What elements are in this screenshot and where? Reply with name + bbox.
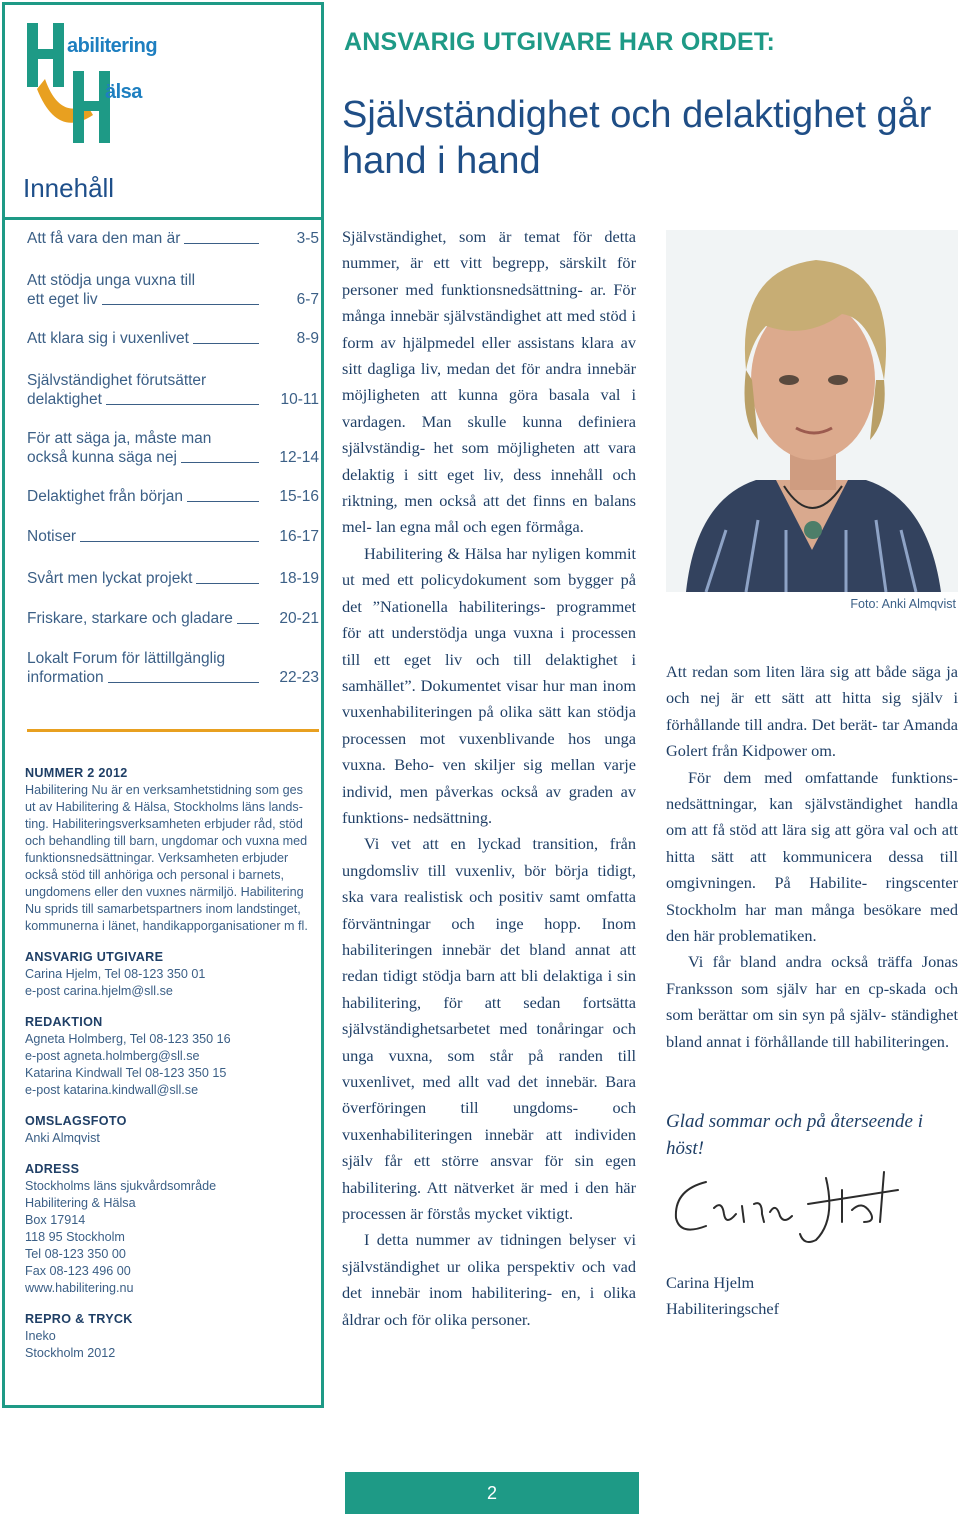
print-details xyxy=(25,1328,321,1362)
publisher-details xyxy=(25,966,321,1000)
toc-entry-title: Svårt men lyckat projekt xyxy=(27,570,193,587)
logo-top-word: abilitering xyxy=(67,35,158,57)
toc-entry-title: Delaktighet från början xyxy=(27,488,183,505)
colophon-line: Box 17914 xyxy=(25,1213,86,1227)
colophon xyxy=(25,765,321,1362)
body-paragraph: För dem med omfattande funktions- nedsättningar, kan självständighet handla om att få stöd att lära sig att göra val och att hitta sätt att kommunicera dessa till omgivningen. På Habilite- ringscenter Stockholm har man många besökare med den här problematiken. xyxy=(666,767,958,946)
toc-entry-page: 6-7 xyxy=(296,291,319,308)
contents-sidebar xyxy=(2,2,324,1408)
toc-entry xyxy=(27,371,319,409)
colophon-line: e-post agneta.holmberg@sll.se xyxy=(25,1049,200,1063)
cover-photo-details xyxy=(25,1130,321,1147)
signer-title: Habiliteringschef xyxy=(666,1299,780,1319)
colophon-line: Stockholm 2012 xyxy=(25,1346,116,1360)
colophon-line: Anki Almqvist xyxy=(25,1131,100,1145)
issue-text xyxy=(25,782,321,935)
toc-entry-title: Att stödja unga vuxna till xyxy=(27,272,196,289)
toc-entry-title: För att säga ja, måste man xyxy=(27,430,212,447)
toc-leader-line xyxy=(237,623,259,624)
toc-entry-title: också kunna säga nej xyxy=(27,449,177,466)
colophon-line: e-post katarina.kindwall@sll.se xyxy=(25,1083,199,1097)
handwritten-signature xyxy=(666,1160,936,1252)
toc-entry-title: Friskare, starkare och gladare xyxy=(27,610,233,627)
colophon-line: ting. Habiliteringsverksamheten erbjuder råd, stöd xyxy=(25,817,303,831)
toc-entry-title: Att få vara den man är xyxy=(27,230,181,247)
toc-entry xyxy=(27,271,319,309)
toc-entry-title: ett eget liv xyxy=(27,291,98,308)
colophon-line: ut av Habilitering & Hälsa, Stockholms läns lands- xyxy=(25,800,303,814)
address-heading: ADRESS xyxy=(25,1162,80,1176)
orange-divider xyxy=(27,729,319,732)
portrait-photo xyxy=(666,230,958,592)
toc-entry-title: Notiser xyxy=(27,528,77,545)
toc-entry-title: Att klara sig i vuxenlivet xyxy=(27,330,189,347)
toc-entry-title: Lokalt Forum för lättillgänglig xyxy=(27,650,226,667)
toc-leader-line xyxy=(181,462,259,463)
body-paragraph: I detta nummer av tidningen belyser vi självständighet ur olika perspektiv och vad det innebär inom habilitering- en, i olika åldrar och för olika personer. xyxy=(342,1230,636,1329)
cover-photo-heading: OMSLAGSFOTO xyxy=(25,1114,127,1128)
portrait-illustration xyxy=(666,230,958,592)
body-paragraph: Habilitering & Hälsa har nyligen kommit ut med ett policydokument som bygger på det ”Nationella habiliterings- programmet för att understödja unga vuxna i processen till ett eget liv och till delaktighet i samhället”. Dokumentet visar hur man inom vuxenhabiliteringen på olika sätt kan stödja processen mot vuxenblivande hos unga vuxna. Beho- ven skiljer sig mellan varje individ, men påverkas också av graden av funktions- nedsättning. xyxy=(342,543,636,827)
publisher-heading: ANSVARIG UTGIVARE xyxy=(25,950,164,964)
article-headline: Självständighet och delaktighet går hand i hand xyxy=(342,94,932,182)
colophon-line: Habilitering Nu är en verksamhetstidning som ges xyxy=(25,783,303,797)
colophon-line: www.habilitering.nu xyxy=(25,1281,134,1295)
signer xyxy=(666,1270,958,1323)
signature-icon xyxy=(666,1160,936,1252)
issue-heading: NUMMER 2 2012 xyxy=(25,766,128,780)
print-heading: REPRO & TRYCK xyxy=(25,1312,133,1326)
closing-greeting: Glad sommar och på återseende i höst! xyxy=(666,1111,923,1159)
toc-entry xyxy=(27,649,319,687)
article-column-2 xyxy=(666,659,958,1055)
toc-leader-line xyxy=(193,343,259,344)
toc-leader-line xyxy=(187,501,259,502)
contents-divider xyxy=(5,217,321,220)
body-paragraph: Vi vet att en lyckad transition, från ungdomsliv till vuxenliv, bör börja tidigt, ska vara realistisk och positiv samt omfatta förväntningar och inge hopp. Inom habiliteringen innebär det bland annat att redan tidigt stödja barn att bli delaktiga i sin habilitering, för att sedan fortsätta självständighetsarbetet med tonåringar och unga vuxna, som står på randen till vuxenlivet, med allt vad det innebär. Bara överföringen till ungdoms- och vuxenhabiliteringen innebär att individen själv får ett större ansvar för sin egen habilitering. Att nätverket är med i den här processen är förstås mycket viktigt. xyxy=(342,834,636,1224)
toc-entry-page: 18-19 xyxy=(279,570,319,587)
colophon-line: och behandling till barn, ungdomar och vuxna med xyxy=(25,834,308,848)
toc-leader-line xyxy=(184,243,259,244)
colophon-line: 118 95 Stockholm xyxy=(25,1230,125,1244)
toc-entry xyxy=(27,569,319,588)
toc-entry-page: 3-5 xyxy=(296,230,319,247)
toc-entry xyxy=(27,429,319,467)
contents-title: Innehåll xyxy=(23,173,115,203)
article-column-1 xyxy=(342,224,636,1333)
toc-entry-page: 12-14 xyxy=(279,449,319,466)
toc-entry-page: 22-23 xyxy=(279,669,319,686)
colophon-line: ungdomens eller den vuxnes närmiljö. Habilitering xyxy=(25,885,304,899)
colophon-line: Carina Hjelm, Tel 08-123 350 01 xyxy=(25,967,206,981)
toc-leader-line xyxy=(196,583,259,584)
colophon-line: Katarina Kindwall Tel 08-123 350 15 xyxy=(25,1066,227,1080)
body-paragraph: Självständighet, som är temat för detta nummer, är ett vitt begrepp, särskilt för personer med funktionsnedsättning- ar. För många innebär självständighet att med stöd i form av hjälpmedel eller assistans klara av sitt dagliga liv, medan det för andra innebär möjligheten att kunna göra basala val i vardagen. Man skulle kunna definiera självständig- het som möjligheten att vara delaktig i sitt eget liv, dess innehåll och riktning, men också att det finns en balans mel- lan egna mål och egen förmåga. xyxy=(342,227,636,537)
toc-entry-page: 15-16 xyxy=(279,488,319,505)
toc-entry-page: 8-9 xyxy=(296,330,319,347)
body-paragraph: Att redan som liten lära sig att både säga ja och nej är ett sätt att hitta sig själv i förhållande till andra. Det berät- tar Amanda Golert från Kidpower om. xyxy=(666,662,958,761)
colophon-line: kommunerna i länet, handikapporganisationer m fl. xyxy=(25,919,308,933)
colophon-line: också stöd till anhöriga och personal i barnets, xyxy=(25,868,285,882)
colophon-line: Agneta Holmberg, Tel 08-123 350 16 xyxy=(25,1032,231,1046)
habilitering-halsa-logo xyxy=(27,19,187,149)
colophon-line: e-post carina.hjelm@sll.se xyxy=(25,984,173,998)
toc-entry-title: delaktighet xyxy=(27,391,102,408)
toc-leader-line xyxy=(106,404,259,405)
toc-entry xyxy=(27,609,319,628)
toc-entry xyxy=(27,527,319,546)
colophon-line: funktionsnedsättningar. Verksamheten erbjuder xyxy=(25,851,289,865)
toc-entry xyxy=(27,229,319,248)
colophon-line: Stockholms läns sjukvårdsområde xyxy=(25,1179,217,1193)
toc-entry-page: 10-11 xyxy=(280,391,319,408)
colophon-line: Ineko xyxy=(25,1329,56,1343)
toc-leader-line xyxy=(108,682,259,683)
toc-entry xyxy=(27,329,319,348)
body-paragraph: Vi får bland andra också träffa Jonas Franksson som själv har en cp-skada och som berättar om sin syn på själv- ständighet bland annat i förhållande till habiliteringen. xyxy=(666,952,958,1051)
signer-name: Carina Hjelm xyxy=(666,1273,755,1292)
colophon-line: Habilitering & Hälsa xyxy=(25,1196,136,1210)
colophon-line: Nu sprids till samarbetspartners inom landstinget, xyxy=(25,902,301,916)
address-details xyxy=(25,1178,321,1297)
logo-bottom-word: älsa xyxy=(105,81,142,103)
toc-leader-line xyxy=(80,541,259,542)
toc-entry-title: Självständighet förutsätter xyxy=(27,372,207,389)
toc-entry-page: 20-21 xyxy=(279,610,319,627)
page-number: 2 xyxy=(345,1472,639,1514)
toc-entry-page: 16-17 xyxy=(279,528,319,545)
photo-credit: Foto: Anki Almqvist xyxy=(850,597,956,611)
toc-entry-title: information xyxy=(27,669,104,686)
toc-leader-line xyxy=(102,304,259,305)
editorial-heading: REDAKTION xyxy=(25,1015,103,1029)
article-kicker: ANSVARIG UTGIVARE HAR ORDET: xyxy=(344,28,776,56)
editorial-details xyxy=(25,1031,321,1099)
colophon-line: Tel 08-123 350 00 xyxy=(25,1247,126,1261)
toc-entry xyxy=(27,487,319,506)
colophon-line: Fax 08-123 496 00 xyxy=(25,1264,131,1278)
